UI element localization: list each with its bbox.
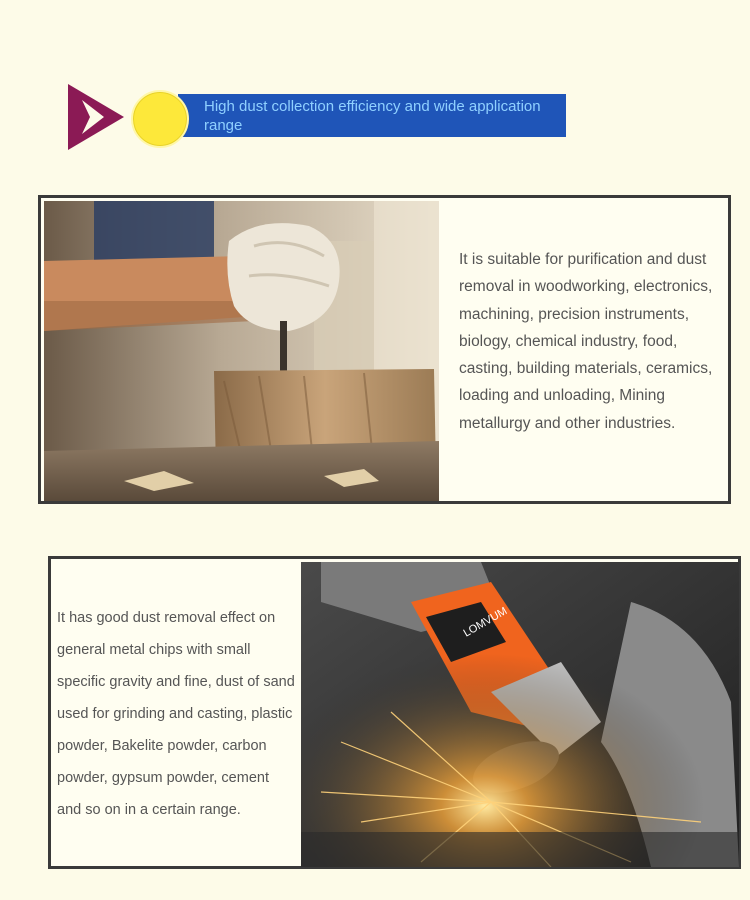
header-title: High dust collection efficiency and wide application range bbox=[204, 98, 541, 134]
panel-woodworking bbox=[38, 195, 731, 504]
play-arrow-icon bbox=[66, 84, 126, 150]
yellow-circle-icon bbox=[131, 90, 189, 148]
panel2-description: It has good dust removal effect on general metal chips with small specific gravity and fine, dust of sand used for grinding and casting, plastic powder, Bakelite powder, carbon powder, gypsum powder, cement and so on in a certain range. bbox=[57, 610, 295, 818]
panel1-description: It is suitable for purification and dust removal in woodworking, electronics, machining, precision instruments, biology, chemical industry, food, casting, building materials, ceramics, loading and unloading, Mining metallurgy and other industries. bbox=[459, 251, 713, 432]
angle-grinder-photo bbox=[301, 562, 739, 867]
panel-metalworking bbox=[48, 556, 741, 869]
woodworking-photo bbox=[44, 201, 439, 501]
